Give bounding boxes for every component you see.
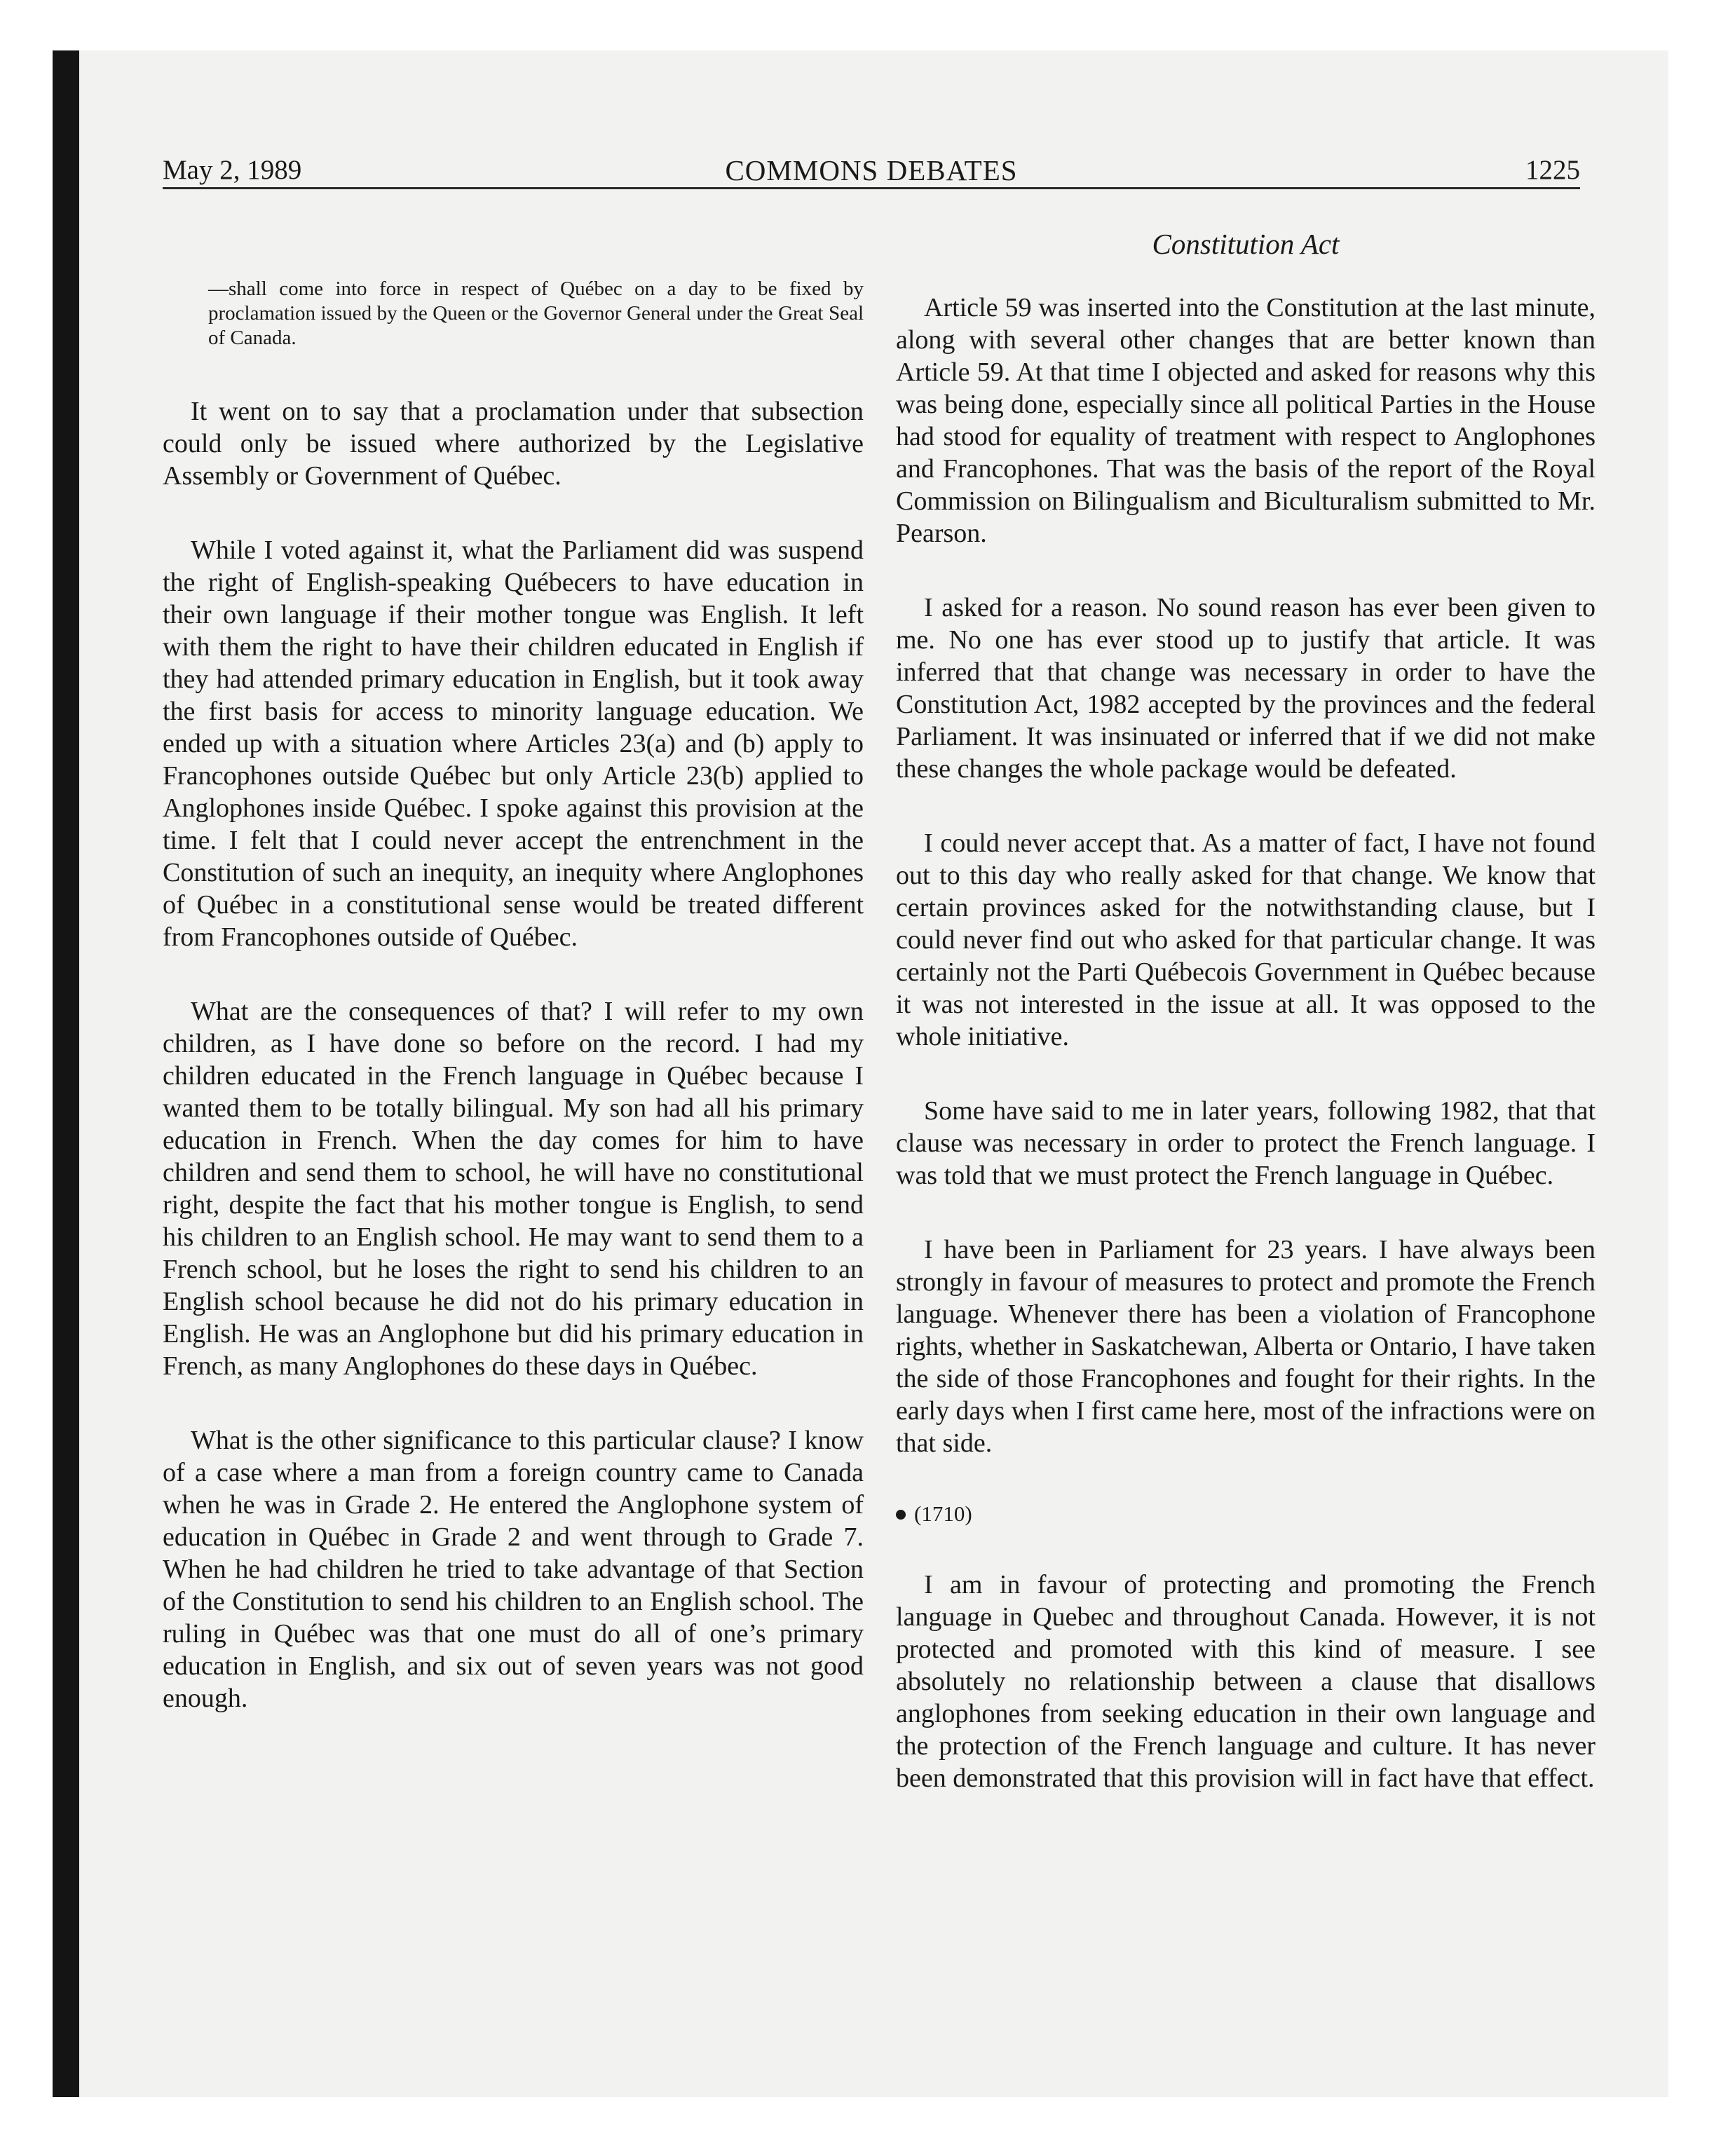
bullet-icon <box>896 1510 906 1520</box>
right-paragraph: I asked for a reason. No sound reason has ever been given to me. No one has ever stood up to justify that article. It was inferred that that change was necessary in order to have the Constitution Act, 1982 accepted by the provinces and the federal Parliament. It was insinuated or inferred that if we did not make these changes the whole package would be defeated. <box>896 593 1595 784</box>
left-column <box>163 277 864 1756</box>
section-heading: Constitution Act <box>1152 228 1340 260</box>
left-paragraph: What is the other significance to this particular clause? I know of a case where a man from a foreign country came to Canada when he was in Grade 2. He entered the Anglophone system of education in Québec in Grade 2 and went through to Grade 7. When he had children he tried to take advantage of that Section of the Constitution to send his children to an English school. The ruling in Québec was that one must do all of one’s primary education in English, and six out of seven years was not good enough. <box>163 1426 864 1713</box>
right-column <box>896 227 1595 1836</box>
right-paragraph: I could never accept that. As a matter of fact, I have not found out to this day who really asked for that change. We know that certain provinces asked for the notwithstanding clause, but I could never find out who asked for that particular change. It was certainly not the Parti Québecois Government in Québec because it was not interested in the issue at all. It was opposed to the whole initiative. <box>896 828 1595 1051</box>
time-marker-label: (1710) <box>914 1501 972 1526</box>
time-marker <box>896 1501 1595 1527</box>
right-paragraph: Article 59 was inserted into the Constitution at the last minute, along with several other changes that are better known than Article 59. At that time I objected and asked for reasons why this was being done, especially since all political Parties in the House had stood for equality of treatment with respect to Anglophones and Francophones. That was the basis of the report of the Royal Commission on Bilingualism and Biculturalism submitted to Mr. Pearson. <box>896 293 1595 548</box>
header-page-number: 1225 <box>1525 155 1580 185</box>
left-paragraph: What are the consequences of that? I will refer to my own children, as I have done so before on the record. I had my children educated in the French language in Québec because I wanted them to be totally bilingual. My son had all his primary education in French. When the day comes for him to have children and send them to school, he will have no constitutional right, despite the fact that his mother tongue is English, to send his children to an English school. He may want to send them to a French school, but he loses the right to send his children to an English school because he did not do his primary education in English. He was an Anglophone but did his primary education in French, as many Anglophones do these days in Québec. <box>163 997 864 1381</box>
header-title: COMMONS DEBATES <box>725 154 1018 186</box>
right-paragraph: I am in favour of protecting and promoting the French language in Quebec and throughout Canada. However, it is not protected and promoted with this kind of measure. I see absolutely no relationship between a clause that disallows anglophones from seeking education in their own language and the protection of the French language and culture. It has never been demonstrated that this provision will in fact have that effect. <box>896 1570 1595 1793</box>
right-paragraph: I have been in Parliament for 23 years. I have always been strongly in favour of measures to protect and promote the French language. Whenever there has been a violation of Francophone rights, whether in Saskatchewan, Alberta or Ontario, I have taken the side of those Francophones and fought for their rights. In the early days when I first came here, most of the infractions were on that side. <box>896 1235 1595 1458</box>
scan-edge-bar <box>53 50 79 2097</box>
quoted-clause: —shall come into force in respect of Québec on a day to be fixed by proclamation issued by the Queen or the Governor General under the Great Seal of Canada. <box>208 278 864 349</box>
page-header <box>163 144 1580 186</box>
left-paragraph: While I voted against it, what the Parliament did was suspend the right of English-speaking Québecers to have education in their own language if their mother tongue was English. It left with them the right to have their children educated in English if they had attended primary education in English, but it took away the first basis for access to minority language education. We ended up with a situation where Articles 23(a) and (b) apply to Francophones outside Québec but only Article 23(b) applied to Anglophones inside Québec. I spoke against this provision at the time. I felt that I could never accept the entrenchment in the Constitution of such an inequity, an inequity where Anglophones of Québec in a constitutional sense would be treated different from Francophones outside of Québec. <box>163 535 864 952</box>
header-rule <box>163 187 1580 189</box>
header-date: May 2, 1989 <box>163 155 302 185</box>
left-paragraph: It went on to say that a proclamation under that subsection could only be issued where authorized by the Legislative Assembly or Government of Québec. <box>163 397 864 491</box>
right-paragraph: Some have said to me in later years, following 1982, that that clause was necessary in order to protect the French language. I was told that we must protect the French language in Québec. <box>896 1096 1595 1190</box>
